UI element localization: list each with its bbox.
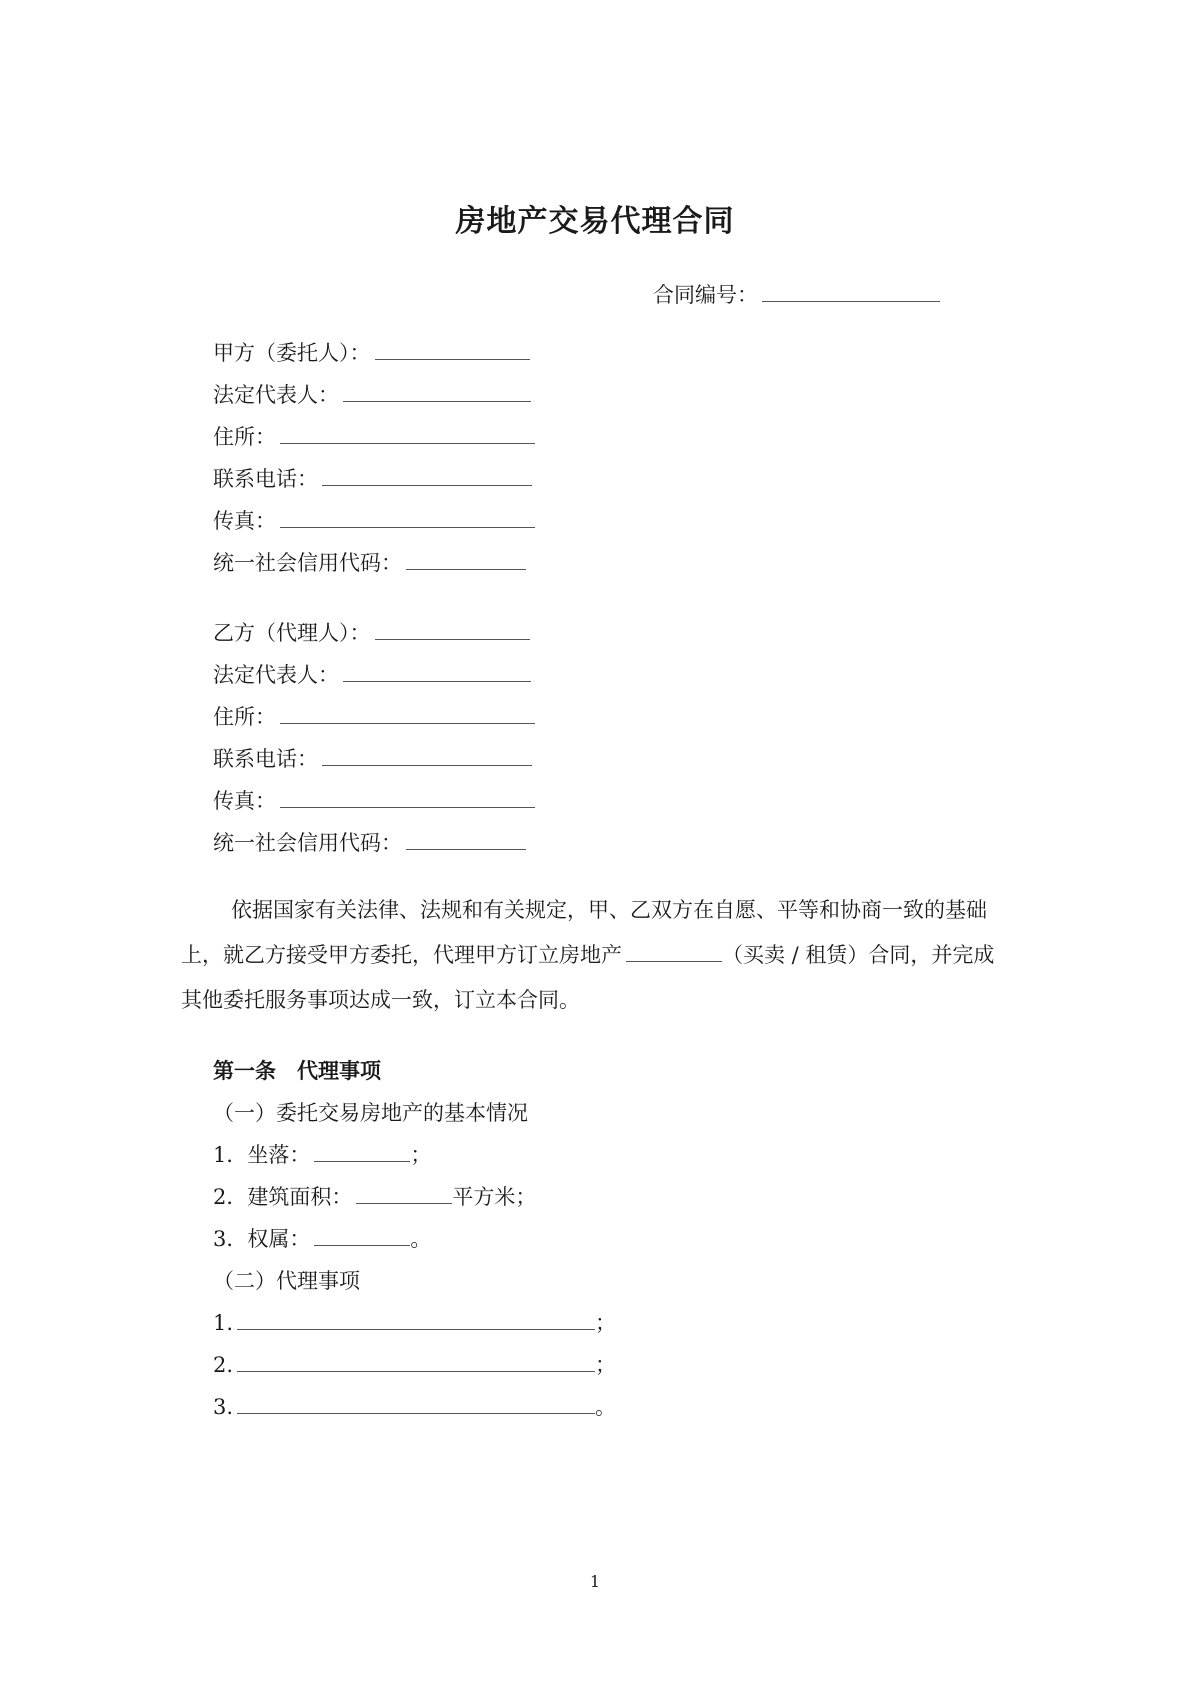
party-b-credit-code — [213, 830, 526, 856]
property-area-field[interactable] — [356, 1185, 452, 1204]
party-b-credit-code-field[interactable] — [406, 831, 526, 850]
item-suffix: ； — [595, 1311, 617, 1335]
party-b-heading — [213, 620, 530, 646]
party-a-phone — [213, 466, 532, 492]
preamble-text-1: 依据国家有关法律、法规和有关规定，甲、乙双方在自愿、平等和协商一致的基础上，就乙方接受甲方委托，代理甲方订立房地产 — [181, 898, 987, 967]
agency-item-1 — [213, 1310, 616, 1336]
party-a-heading — [213, 340, 530, 366]
party-b-phone-field[interactable] — [322, 747, 532, 766]
party-b-fax-field[interactable] — [280, 789, 535, 808]
agency-item-3 — [213, 1394, 616, 1420]
preamble-paragraph — [181, 888, 1011, 1023]
contract-number — [653, 282, 940, 308]
preamble-text-2: （买卖 / 租赁）合同，并完成其他委托服务事项达成一致，订立本合同。 — [181, 943, 995, 1012]
party-a-credit-code-field[interactable] — [406, 551, 526, 570]
agency-item-2 — [213, 1352, 616, 1378]
party-a-fax — [213, 508, 535, 534]
page-number: 1 — [589, 1572, 601, 1591]
party-a-phone-field[interactable] — [322, 467, 532, 486]
field-label: 联系电话： — [213, 467, 318, 491]
party-a-credit-code — [213, 550, 526, 576]
item-suffix: ； — [595, 1353, 617, 1377]
contract-number-field[interactable] — [762, 283, 940, 302]
party-b-field[interactable] — [375, 621, 530, 640]
party-a-legal-rep-field[interactable] — [343, 383, 531, 402]
contract-number-label: 合同编号： — [653, 283, 758, 307]
party-a-fax-field[interactable] — [280, 509, 535, 528]
party-b-address-field[interactable] — [280, 705, 535, 724]
agency-item-1-field[interactable] — [237, 1311, 595, 1330]
property-location — [213, 1142, 431, 1168]
field-label: 住所： — [213, 705, 276, 729]
property-location-field[interactable] — [314, 1143, 410, 1162]
article-1-sub2: （二）代理事项 — [213, 1269, 360, 1293]
party-b-fax — [213, 788, 535, 814]
field-label: 法定代表人： — [213, 383, 339, 407]
party-a-address — [213, 424, 535, 450]
item-label: 1．坐落： — [213, 1143, 311, 1167]
party-a-legal-rep — [213, 382, 531, 408]
article-1-heading: 第一条 代理事项 — [213, 1059, 381, 1083]
document-title: 房地产交易代理合同 — [455, 204, 735, 239]
party-b-legal-rep — [213, 662, 531, 688]
item-suffix: 。 — [595, 1395, 617, 1419]
property-ownership — [213, 1226, 431, 1252]
property-area — [213, 1184, 536, 1210]
party-a-address-field[interactable] — [280, 425, 535, 444]
agency-item-3-field[interactable] — [237, 1395, 595, 1414]
property-ownership-field[interactable] — [314, 1227, 410, 1246]
agency-item-2-field[interactable] — [237, 1353, 595, 1372]
field-label: 统一社会信用代码： — [213, 831, 402, 855]
party-a-field[interactable] — [375, 341, 530, 360]
field-label: 住所： — [213, 425, 276, 449]
item-label: 3．权属： — [213, 1227, 311, 1251]
item-label: 3. — [213, 1395, 234, 1419]
party-b-phone — [213, 746, 532, 772]
party-a-label: 甲方（委托人）： — [213, 341, 371, 365]
party-b-address — [213, 704, 535, 730]
field-label: 法定代表人： — [213, 663, 339, 687]
item-label: 1. — [213, 1311, 234, 1335]
party-b-legal-rep-field[interactable] — [343, 663, 531, 682]
contract-type-field[interactable] — [626, 943, 722, 962]
item-label: 2. — [213, 1353, 234, 1377]
item-suffix: 平方米； — [452, 1185, 537, 1209]
field-label: 联系电话： — [213, 747, 318, 771]
field-label: 传真： — [213, 509, 276, 533]
item-label: 2．建筑面积： — [213, 1185, 353, 1209]
item-suffix: ； — [410, 1143, 432, 1167]
field-label: 统一社会信用代码： — [213, 551, 402, 575]
item-suffix: 。 — [410, 1227, 432, 1251]
field-label: 传真： — [213, 789, 276, 813]
party-b-label: 乙方（代理人）： — [213, 621, 371, 645]
article-1-sub1: （一）委托交易房地产的基本情况 — [213, 1101, 528, 1125]
